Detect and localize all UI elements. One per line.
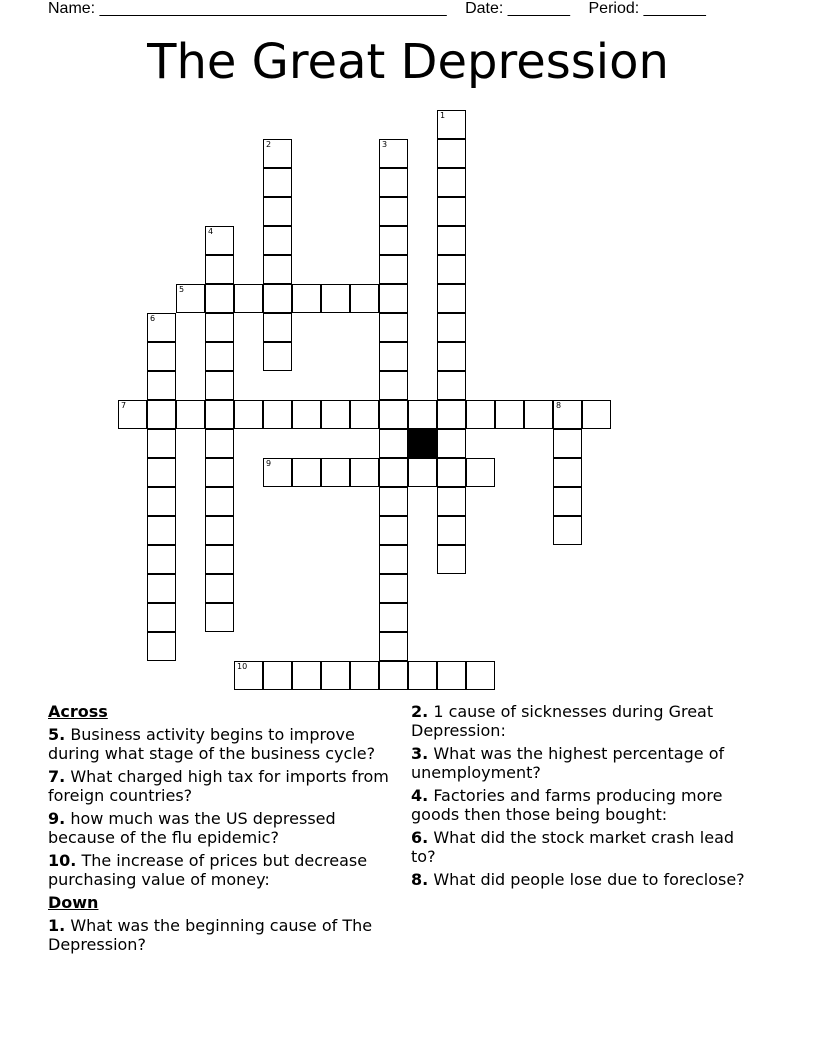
grid-cell[interactable]	[379, 574, 408, 603]
grid-cell[interactable]	[147, 371, 176, 400]
grid-cell[interactable]	[379, 400, 408, 429]
grid-cell[interactable]	[495, 400, 524, 429]
grid-cell[interactable]	[437, 226, 466, 255]
grid-cell[interactable]	[147, 632, 176, 661]
date-field[interactable]: Date: _______	[465, 0, 571, 17]
grid-cell[interactable]	[263, 458, 292, 487]
grid-cell[interactable]	[379, 603, 408, 632]
across-heading: Across	[48, 702, 108, 721]
grid-cell[interactable]	[205, 255, 234, 284]
grid-cell[interactable]	[147, 545, 176, 574]
grid-cell[interactable]	[176, 284, 205, 313]
grid-cell[interactable]	[466, 458, 495, 487]
grid-cell[interactable]	[379, 545, 408, 574]
grid-cell[interactable]	[205, 574, 234, 603]
grid-cell[interactable]	[553, 400, 582, 429]
grid-cell[interactable]	[205, 342, 234, 371]
grid-cell[interactable]	[176, 400, 205, 429]
grid-cell[interactable]	[263, 168, 292, 197]
clue-across-5: 5. Business activity begins to improve during what stage of the business cycle?	[48, 725, 376, 763]
grid-cell[interactable]	[205, 458, 234, 487]
grid-cell[interactable]	[321, 458, 350, 487]
clue-number: 10	[237, 662, 248, 671]
down-heading: Down	[48, 893, 99, 912]
grid-cell[interactable]	[205, 313, 234, 342]
grid-cell[interactable]	[147, 603, 176, 632]
grid-cell[interactable]	[437, 255, 466, 284]
grid-cell[interactable]	[263, 139, 292, 168]
grid-cell[interactable]	[263, 226, 292, 255]
grid-cell[interactable]	[205, 516, 234, 545]
grid-cell[interactable]	[466, 400, 495, 429]
clues-right-column	[411, 702, 761, 893]
clue-number: 6	[150, 314, 156, 323]
grid-cell[interactable]	[379, 342, 408, 371]
grid-cell[interactable]	[263, 284, 292, 313]
grid-cell[interactable]	[321, 661, 350, 690]
grid-cell[interactable]	[321, 400, 350, 429]
clue-down-4: 4. Factories and farms producing more goods then those being bought:	[411, 786, 723, 824]
grid-cell[interactable]	[118, 400, 147, 429]
name-field[interactable]: Name: _______________________________________	[48, 0, 447, 17]
grid-cell[interactable]	[205, 487, 234, 516]
grid-cell[interactable]	[379, 516, 408, 545]
grid-cell[interactable]	[292, 661, 321, 690]
grid-cell[interactable]	[553, 487, 582, 516]
grid-cell[interactable]	[379, 429, 408, 458]
grid-cell[interactable]	[437, 400, 466, 429]
clues-left-column	[48, 702, 398, 958]
clue-number: 4	[208, 227, 214, 236]
page-title: The Great Depression	[147, 34, 669, 90]
grid-cell[interactable]	[147, 487, 176, 516]
grid-cell[interactable]	[147, 342, 176, 371]
clue-number: 5	[179, 285, 185, 294]
grid-cell[interactable]	[437, 284, 466, 313]
grid-cell[interactable]	[437, 197, 466, 226]
grid-cell[interactable]	[379, 371, 408, 400]
grid-cell[interactable]	[147, 458, 176, 487]
clue-number: 2	[266, 140, 272, 149]
grid-cell[interactable]	[437, 139, 466, 168]
grid-cell[interactable]	[437, 342, 466, 371]
clue-across-10: 10. The increase of prices but decrease purchasing value of money:	[48, 851, 368, 889]
grid-cell[interactable]	[234, 661, 263, 690]
grid-cell[interactable]	[437, 168, 466, 197]
grid-cell[interactable]	[553, 516, 582, 545]
grid-cell[interactable]	[379, 487, 408, 516]
clue-number: 8	[556, 401, 562, 410]
grid-cell[interactable]	[408, 458, 437, 487]
grid-cell[interactable]	[350, 400, 379, 429]
grid-cell[interactable]	[437, 371, 466, 400]
grid-cell[interactable]	[553, 429, 582, 458]
grid-cell[interactable]	[379, 197, 408, 226]
grid-cell[interactable]	[205, 603, 234, 632]
blocked-cell	[408, 429, 437, 458]
grid-cell[interactable]	[147, 429, 176, 458]
grid-cell[interactable]	[582, 400, 611, 429]
grid-cell[interactable]	[408, 400, 437, 429]
grid-cell[interactable]	[263, 197, 292, 226]
grid-cell[interactable]	[466, 661, 495, 690]
grid-cell[interactable]	[350, 458, 379, 487]
grid-cell[interactable]	[437, 110, 466, 139]
grid-cell[interactable]	[263, 661, 292, 690]
grid-cell[interactable]	[147, 313, 176, 342]
grid-cell[interactable]	[263, 342, 292, 371]
clue-down-8: 8. What did people lose due to foreclose?	[411, 870, 745, 889]
grid-cell[interactable]	[147, 516, 176, 545]
grid-cell[interactable]	[292, 400, 321, 429]
grid-cell[interactable]	[437, 516, 466, 545]
grid-cell[interactable]	[379, 661, 408, 690]
clue-number: 3	[382, 140, 388, 149]
grid-cell[interactable]	[437, 429, 466, 458]
grid-cell[interactable]	[524, 400, 553, 429]
grid-cell[interactable]	[147, 400, 176, 429]
clue-down-1: 1. What was the beginning cause of The Depression?	[48, 916, 373, 954]
grid-cell[interactable]	[205, 284, 234, 313]
grid-cell[interactable]	[263, 400, 292, 429]
grid-cell[interactable]	[205, 226, 234, 255]
grid-cell[interactable]	[379, 255, 408, 284]
period-field[interactable]: Period: _______	[588, 0, 706, 17]
grid-cell[interactable]	[205, 400, 234, 429]
grid-cell[interactable]	[350, 661, 379, 690]
grid-cell[interactable]	[437, 545, 466, 574]
clue-number: 9	[266, 459, 272, 468]
grid-cell[interactable]	[437, 458, 466, 487]
grid-cell[interactable]	[379, 284, 408, 313]
grid-cell[interactable]	[379, 313, 408, 342]
grid-cell[interactable]	[379, 168, 408, 197]
grid-cell[interactable]	[205, 545, 234, 574]
grid-cell[interactable]	[321, 284, 350, 313]
grid-cell[interactable]	[263, 255, 292, 284]
grid-cell[interactable]	[234, 400, 263, 429]
header	[48, 0, 720, 18]
grid-cell[interactable]	[437, 661, 466, 690]
clue-number: 7	[121, 401, 127, 410]
clue-down-6: 6. What did the stock market crash lead to?	[411, 828, 735, 866]
grid-cell[interactable]	[379, 632, 408, 661]
clue-number: 1	[440, 111, 446, 120]
clue-across-9: 9. how much was the US depressed because of the flu epidemic?	[48, 809, 336, 847]
grid-cell[interactable]	[437, 487, 466, 516]
grid-cell[interactable]	[292, 458, 321, 487]
grid-cell[interactable]	[379, 226, 408, 255]
grid-cell[interactable]	[292, 284, 321, 313]
grid-cell[interactable]	[205, 429, 234, 458]
grid-cell[interactable]	[437, 313, 466, 342]
grid-cell[interactable]	[379, 139, 408, 168]
grid-cell[interactable]	[205, 371, 234, 400]
grid-cell[interactable]	[408, 661, 437, 690]
grid-cell[interactable]	[350, 284, 379, 313]
clue-across-7: 7. What charged high tax for imports from foreign countries?	[48, 767, 389, 805]
clue-down-2: 2. 1 cause of sicknesses during Great Depression:	[411, 702, 714, 740]
grid-cell[interactable]	[234, 284, 263, 313]
grid-cell[interactable]	[379, 458, 408, 487]
grid-cell[interactable]	[553, 458, 582, 487]
clue-down-3: 3. What was the highest percentage of unemployment?	[411, 744, 725, 782]
grid-cell[interactable]	[263, 313, 292, 342]
grid-cell[interactable]	[147, 574, 176, 603]
